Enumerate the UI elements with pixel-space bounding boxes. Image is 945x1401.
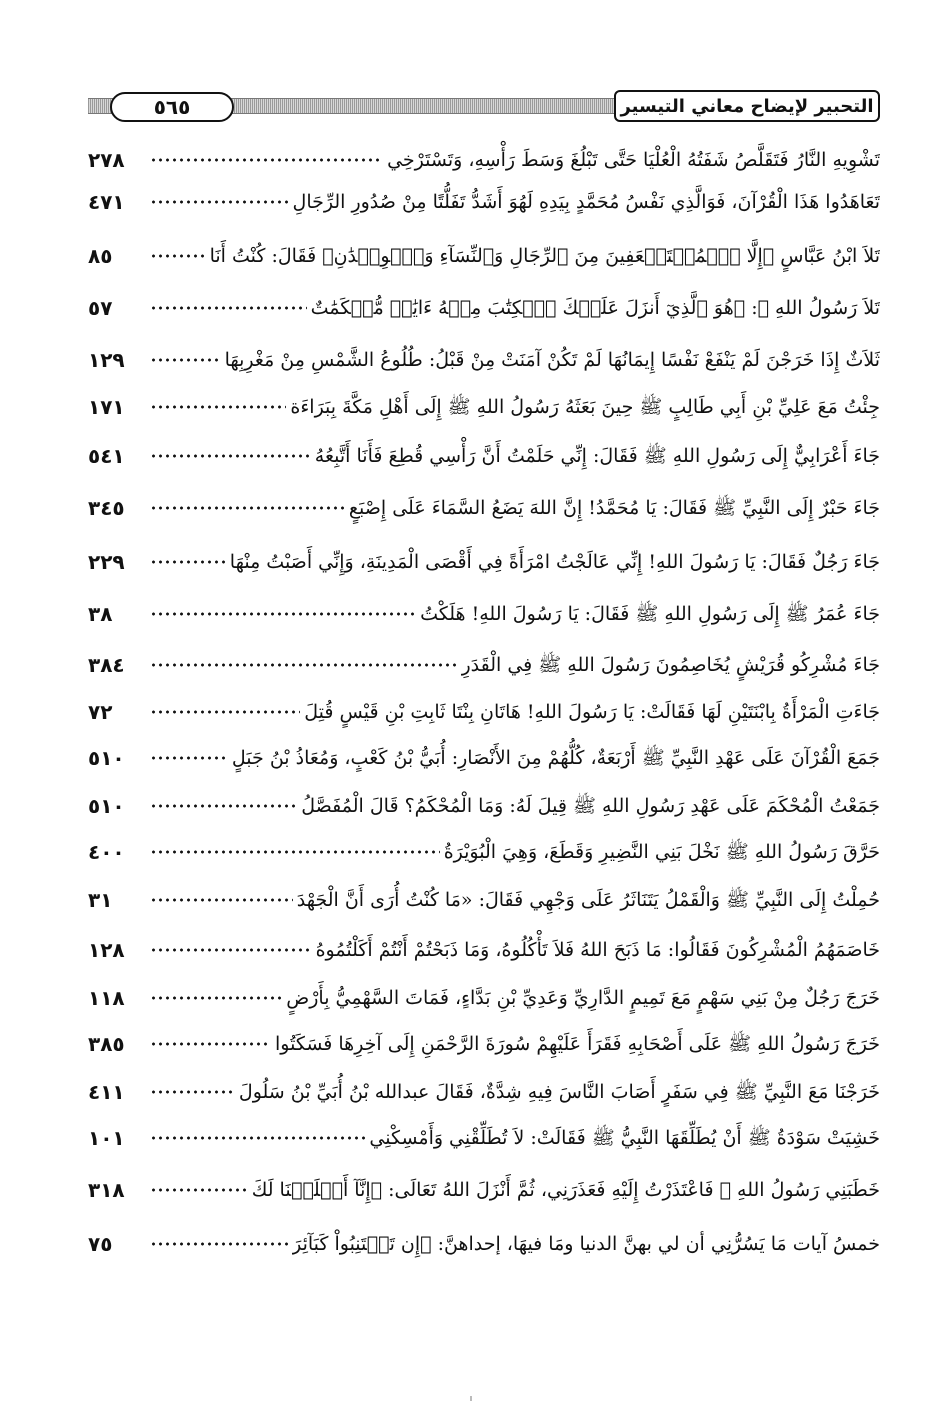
dot-leader bbox=[150, 602, 416, 626]
entry-text: جَاءَ مُشْرِكُو قُرَيْشٍ يُخَاصِمُونَ رَسُولَ اللهِ ﷺ فِي الْقَدَرِ bbox=[461, 654, 880, 676]
page-reference: ١١٨ bbox=[88, 986, 125, 1010]
entry-text: خَطَبَنِي رَسُولُ اللهِ ﷺ فَاعْتَذَرْتُ إِلَيْهِ فَعَذَرَنِي، ثُمَّ أَنْزَلَ اللهُ تَعَالَى: ﴿إِنَّآ أَحۡلَلۡنَا لَكَ bbox=[251, 1179, 880, 1201]
page-reference: ٥١٠ bbox=[88, 746, 125, 770]
entry-text: حُمِلْتُ إِلَى النَّبِيِّ ﷺ وَالْقَمْلُ يَتَنَاثَرُ عَلَى وَجْهِي فَقَالَ: «مَا كُنْتُ أُرَى أَنَّ الْجَهْدَ bbox=[296, 889, 880, 911]
page-reference: ١٢٨ bbox=[88, 938, 125, 962]
dot-leader bbox=[150, 794, 297, 818]
entry-text: جَاءَتِ الْمَرْأَةُ بِابْنَتَيْنِ لَهَا فَقَالَتْ: يَا رَسُولَ اللهِ! هَاتَانِ بِنْتَا ثَابِتِ بْنِ قَيْسٍ قُتِلَ bbox=[304, 701, 880, 723]
dot-leader bbox=[150, 496, 345, 520]
dot-leader bbox=[150, 986, 282, 1010]
dot-leader bbox=[150, 840, 440, 864]
index-entry bbox=[88, 645, 880, 685]
dot-leader bbox=[150, 190, 289, 214]
dot-leader bbox=[150, 1080, 235, 1104]
index-entry bbox=[88, 1224, 880, 1264]
dot-leader bbox=[150, 395, 286, 419]
dot-leader bbox=[150, 1032, 271, 1056]
index-entry bbox=[88, 1170, 880, 1210]
dot-leader bbox=[150, 550, 226, 574]
entry-text: خَرَجْنَا مَعَ النَّبِيِّ ﷺ فِي سَفَرٍ أَصَابَ النَّاسَ فِيهِ شِدَّةٌ، فَقَالَ عبدالله بْنُ أُبَيِّ بْنُ سَلُولَ bbox=[238, 1081, 880, 1103]
index-entry bbox=[88, 288, 880, 328]
entry-text: ثَلاَثٌ إِذَا خَرَجْنَ لَمْ يَنْفَعْ نَفْسًا إِيمَانُهَا لَمْ تَكُنْ آمَنَتْ مِنْ قَبْلُ: طُلُوعُ الشَّمْسِ مِنْ مَغْرِبِهَا bbox=[224, 349, 880, 371]
page-reference: ٥٤١ bbox=[88, 444, 125, 468]
index-entry bbox=[88, 436, 880, 476]
index-entry bbox=[88, 1072, 880, 1112]
index-entry bbox=[88, 542, 880, 582]
dot-leader bbox=[150, 888, 293, 912]
page-reference: ٣٨ bbox=[88, 602, 113, 626]
dot-leader bbox=[150, 746, 228, 770]
page-reference: ٤٠٠ bbox=[88, 840, 125, 864]
page-reference: ٤٧١ bbox=[88, 190, 125, 214]
page-reference: ٢٧٨ bbox=[88, 148, 125, 172]
page-reference: ٣٤٥ bbox=[88, 496, 125, 520]
index-entry bbox=[88, 738, 880, 778]
index-entry bbox=[88, 594, 880, 634]
page-reference: ٢٢٩ bbox=[88, 550, 125, 574]
dot-leader bbox=[150, 296, 307, 320]
dot-leader bbox=[150, 148, 383, 172]
entry-text: خَاصَمَهُمُ الْمُشْرِكُونَ فَقَالُوا: مَا ذَبَحَ اللهُ فَلاَ تَأْكُلُوهُ، وَمَا ذَبَحْتُمْ أَنْتُمْ أَكَلْتُمُوهُ bbox=[315, 939, 880, 961]
entry-text: خَرَجَ رَسُولُ اللهِ ﷺ عَلَى أَصْحَابِهِ فَقَرَأَ عَلَيْهِمْ سُورَةَ الرَّحْمَنِ إِلَى آخِرِهَا فَسَكَتُوا bbox=[275, 1033, 880, 1055]
entry-text: تَعَاهَدُوا هَذَا الْقُرْآنَ، فَوَالَّذِي نَفْسُ مُحَمَّدٍ بِيَدِهِ لَهُوَ أَشَدُّ تَفَلُّتًا مِنْ صُدُورِ الرِّجَالِ bbox=[292, 191, 880, 213]
entry-text: خَشِيَتْ سَوْدَةُ ﷺ أَنْ يُطَلِّقَهَا النَّبِيُّ ﷺ فَقَالَتْ: لاَ تُطَلِّقْنِي وَأَمْسِكْنِي bbox=[369, 1127, 880, 1149]
index-entry bbox=[88, 1118, 880, 1158]
index-entry bbox=[88, 786, 880, 826]
entry-text: جَاءَ عُمَرُ ﷺ إِلَى رَسُولِ اللهِ ﷺ فَقَالَ: يَا رَسُولَ اللهِ! هَلَكْتُ bbox=[420, 603, 880, 625]
page-reference: ٣١٨ bbox=[88, 1178, 125, 1202]
index-entry bbox=[88, 236, 880, 276]
index-entry bbox=[88, 880, 880, 920]
entry-text: تَشْوِيهِ النَّارُ فَتَقَلَّصُ شَفَتُهُ الْعُلْيَا حَتَّى تَبْلُغَ وَسَطَ رَأْسِهِ، وَتَسْتَرْخِي bbox=[387, 149, 880, 171]
page-reference: ١٢٩ bbox=[88, 348, 125, 372]
dot-leader bbox=[150, 244, 206, 268]
index-entry bbox=[88, 182, 880, 222]
index-entry bbox=[88, 387, 880, 427]
dot-leader bbox=[150, 1126, 365, 1150]
index-entry bbox=[88, 930, 880, 970]
entry-text: جَمَعْتُ الْمُحْكَمَ عَلَى عَهْدِ رَسُولِ اللهِ ﷺ قِيلَ لَهُ: وَمَا الْمُحْكَمُ؟ قَالَ الْمُفَصَّلُ bbox=[301, 795, 880, 817]
page-edge-mark bbox=[470, 1396, 472, 1401]
index-entry bbox=[88, 1024, 880, 1064]
index-entry bbox=[88, 140, 880, 180]
page-reference: ١٠١ bbox=[88, 1126, 125, 1150]
index-entry bbox=[88, 978, 880, 1018]
page-reference: ٤١١ bbox=[88, 1080, 125, 1104]
entry-text: جِئْتُ مَعَ عَلِيِّ بْنِ أَبِي طَالِبٍ ﷺ حِينَ بَعَثَهُ رَسُولُ اللهِ ﷺ إِلَى أَهْلِ مَكَّةَ بِبَرَاءَة bbox=[290, 396, 880, 418]
dot-leader bbox=[150, 444, 311, 468]
entry-text: جَمَعَ الْقُرْآنَ عَلَى عَهْدِ النَّبِيِّ ﷺ أَرْبَعَةٌ، كُلُّهُمْ مِنَ الأَنْصَارِ: أُبَيُّ بْنُ كَعْبٍ، وَمُعَاذُ بْنُ جَبَلٍ bbox=[231, 747, 880, 769]
index-entry bbox=[88, 488, 880, 528]
entry-text: جَاءَ حَبْرٌ إِلَى النَّبِيِّ ﷺ فَقَالَ: يَا مُحَمَّدُ! إِنَّ اللهَ يَضَعُ السَّمَاءَ عَلَى إِصْبَعٍ bbox=[348, 497, 880, 519]
page-number: ٥٦٥ bbox=[110, 92, 234, 122]
entry-text: حَرَّقَ رَسُولُ اللهِ ﷺ نَخْلَ بَنِي النَّضِيرِ وَقَطَعَ، وَهِيَ الْبُوَيْرَةُ bbox=[443, 841, 880, 863]
page-reference: ٥١٠ bbox=[88, 794, 125, 818]
page-reference: ٣١ bbox=[88, 888, 113, 912]
page-reference: ٧٥ bbox=[88, 1232, 113, 1256]
dot-leader bbox=[150, 1232, 288, 1256]
dot-leader bbox=[150, 653, 457, 677]
dot-leader bbox=[150, 700, 300, 724]
page-reference: ٧٢ bbox=[88, 700, 113, 724]
entry-text: جَاءَ أَعْرَابِيٌّ إِلَى رَسُولِ اللهِ ﷺ فَقَالَ: إِنِّي حَلَمْتُ أَنَّ رَأْسِي قُطِعَ فَأَنَا أَتَّبِعُهُ bbox=[314, 445, 880, 467]
page-reference: ٨٥ bbox=[88, 244, 113, 268]
dot-leader bbox=[150, 1178, 248, 1202]
running-header bbox=[88, 92, 880, 122]
dot-leader bbox=[150, 348, 221, 372]
index-entry bbox=[88, 832, 880, 872]
dot-leader bbox=[150, 938, 312, 962]
book-title: التحبير لإيضاح معاني التيسير bbox=[614, 90, 880, 122]
entry-text: خمسُ آيات مَا يَسُرُّنِي أن لي بهنَّ الدنيا ومَا فيهَا، إحداهنَّ: ﴿إِن تَجۡتَنِبُواْ كَبَآئِرَ bbox=[292, 1233, 880, 1255]
entry-text: جَاءَ رَجُلٌ فَقَالَ: يَا رَسُولَ اللهِ! إِنِّي عَالَجْتُ امْرَأَةً فِي أَقْصَى الْمَدِينَةِ، وَإِنِّي أَصَبْتُ مِنْهَا bbox=[229, 551, 880, 573]
page-reference: ٣٨٥ bbox=[88, 1032, 125, 1056]
page-reference: ٣٨٤ bbox=[88, 653, 125, 677]
index-entry bbox=[88, 340, 880, 380]
page-reference: ١٧١ bbox=[88, 395, 125, 419]
entry-text: خَرَجَ رَجُلٌ مِنْ بَنِي سَهْمٍ مَعَ تَمِيمٍ الدَّارِيِّ وَعَدِيِّ بْنِ بَدَّاءٍ، فَمَاتَ السَّهْمِيُّ بِأَرْضٍ bbox=[286, 987, 880, 1009]
entry-text: تَلاَ ابْنُ عَبَّاسٍ ﴿إِلَّا ٱلۡمُسۡتَضۡعَفِينَ مِنَ ٱلرِّجَالِ وَٱلنِّسَآءِ وَٱلۡوِلۡدَٰنِ﴾ فَقَالَ: كُنْتُ أَنَا bbox=[209, 245, 880, 267]
page-reference: ٥٧ bbox=[88, 296, 113, 320]
entry-text: تَلاَ رَسُولُ اللهِ ﷺ: ﴿هُوَ ٱلَّذِيٓ أَنزَلَ عَلَيۡكَ ٱلۡكِتَٰبَ مِنۡهُ ءَايَٰتٞ مُّحۡكَمَٰتٌ bbox=[310, 297, 880, 319]
index-entry bbox=[88, 692, 880, 732]
